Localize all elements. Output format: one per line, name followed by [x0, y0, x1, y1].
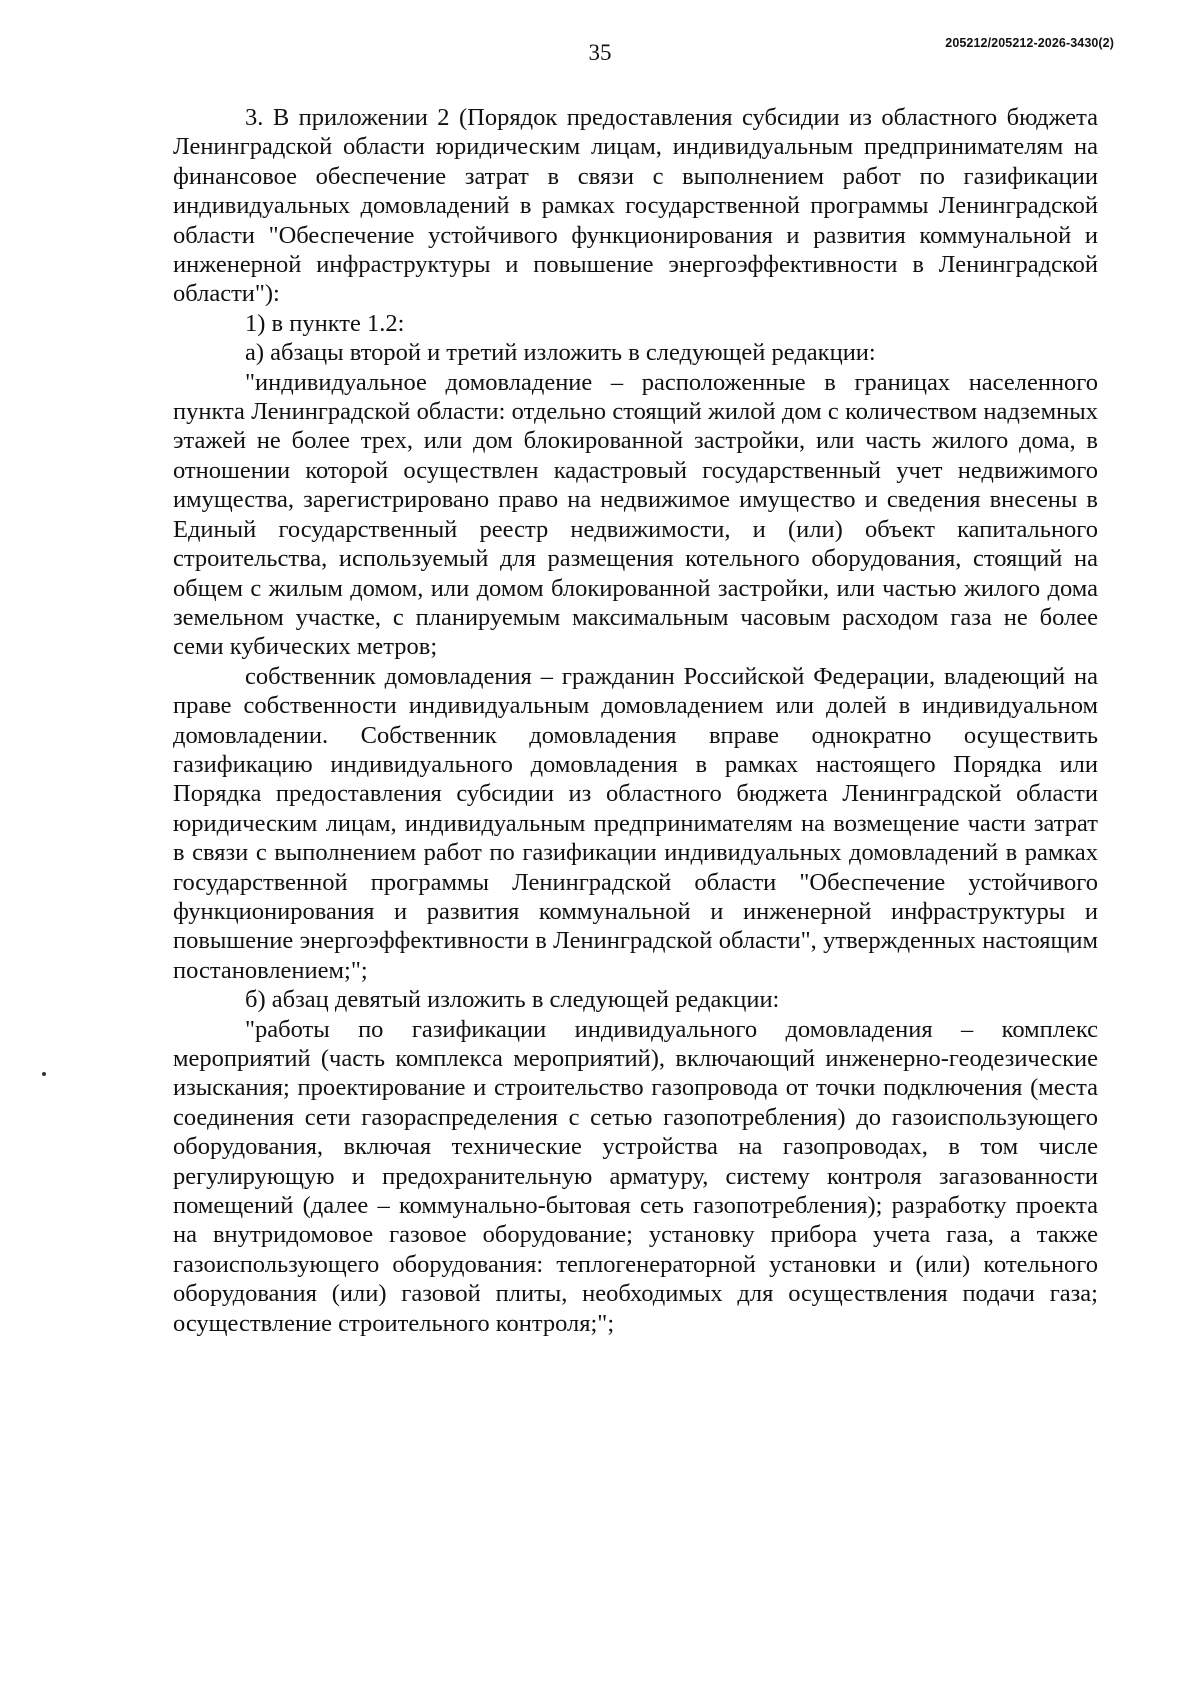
- paragraph-definition-gasification-works: "работы по газификации индивидуального домовладения – комплекс мероприятий (часть комплекса мероприятий), включающий инженерно-геодезические изыскания; проектирование и строительство газопровода от точки подключения (места соединения сети газораспределения с сетью газопотребления) до газоиспользующего оборудования, включая технические устройства на газопроводах, в том числе регулирующую и предохранительную арматуру, систему контроля загазованности помещений (далее – коммунально-бытовая сеть газопотребления); разработку проекта на внутридомовое газовое оборудование; установку прибора учета газа, а также газоиспользующего оборудования: теплогенераторной установки и (или) котельного оборудования (или) газовой плиты, необходимых для осуществления подачи газа; осуществление строительного контроля;";: [173, 1015, 1098, 1337]
- scan-speck: [42, 1072, 46, 1076]
- paragraph-definition-household: "индивидуальное домовладение – расположенные в границах населенного пункта Ленинградской области: отдельно стоящий жилой дом с количеством надземных этажей не более трех, или дом блокированной застройки, или часть жилого дома, в отношении которой осуществлен кадастровый государственный учет недвижимого имущества, зарегистрировано право на недвижимое имущество и сведения внесены в Единый государственный реестр недвижимости, и (или) объект капитального строительства, используемый для размещения котельного оборудования, стоящий на общем с жилым домом, или домом блокированной застройки, или частью жилого дома земельном участке, с планируемым максимальным часовым расходом газа не более семи кубических метров;: [173, 368, 1098, 661]
- paragraph-definition-owner: собственник домовладения – гражданин Российской Федерации, владеющий на праве собственности индивидуальным домовладением или долей в индивидуальном домовладении. Собственник домовладения вправе однократно осуществить газификацию индивидуального домовладения в рамках настоящего Порядка или Порядка предоставления субсидии из областного бюджета Ленинградской области юридическим лицам, индивидуальным предпринимателям на возмещение части затрат в связи с выполнением работ по газификации индивидуальных домовладений в рамках государственной программы Ленинградской области "Обеспечение устойчивого функционирования и развития коммунальной и инженерной инфраструктуры и повышение энергоэффективности в Ленинградской области", утвержденных настоящим постановлением;";: [173, 662, 1098, 984]
- paragraph-item-1: 1) в пункте 1.2:: [245, 309, 405, 337]
- document-id: 205212/205212-2026-3430(2): [945, 36, 1114, 50]
- paragraph-subitem-b: б) абзац девятый изложить в следующей редакции:: [245, 986, 780, 1014]
- paragraph-subitem-a: а) абзацы второй и третий изложить в следующей редакции:: [245, 339, 876, 367]
- document-body: [173, 103, 1098, 1338]
- paragraph-amendment-intro: 3. В приложении 2 (Порядок предоставления субсидии из областного бюджета Ленинградской области юридическим лицам, индивидуальным предпринимателям на финансовое обеспечение затрат в связи с выполнением работ по газификации индивидуальных домовладений в рамках государственной программы Ленинградской области "Обеспечение устойчивого функционирования и развития коммунальной и инженерной инфраструктуры и повышение энергоэффективности в Ленинградской области"):: [173, 104, 1098, 308]
- page-number: 35: [588, 40, 612, 65]
